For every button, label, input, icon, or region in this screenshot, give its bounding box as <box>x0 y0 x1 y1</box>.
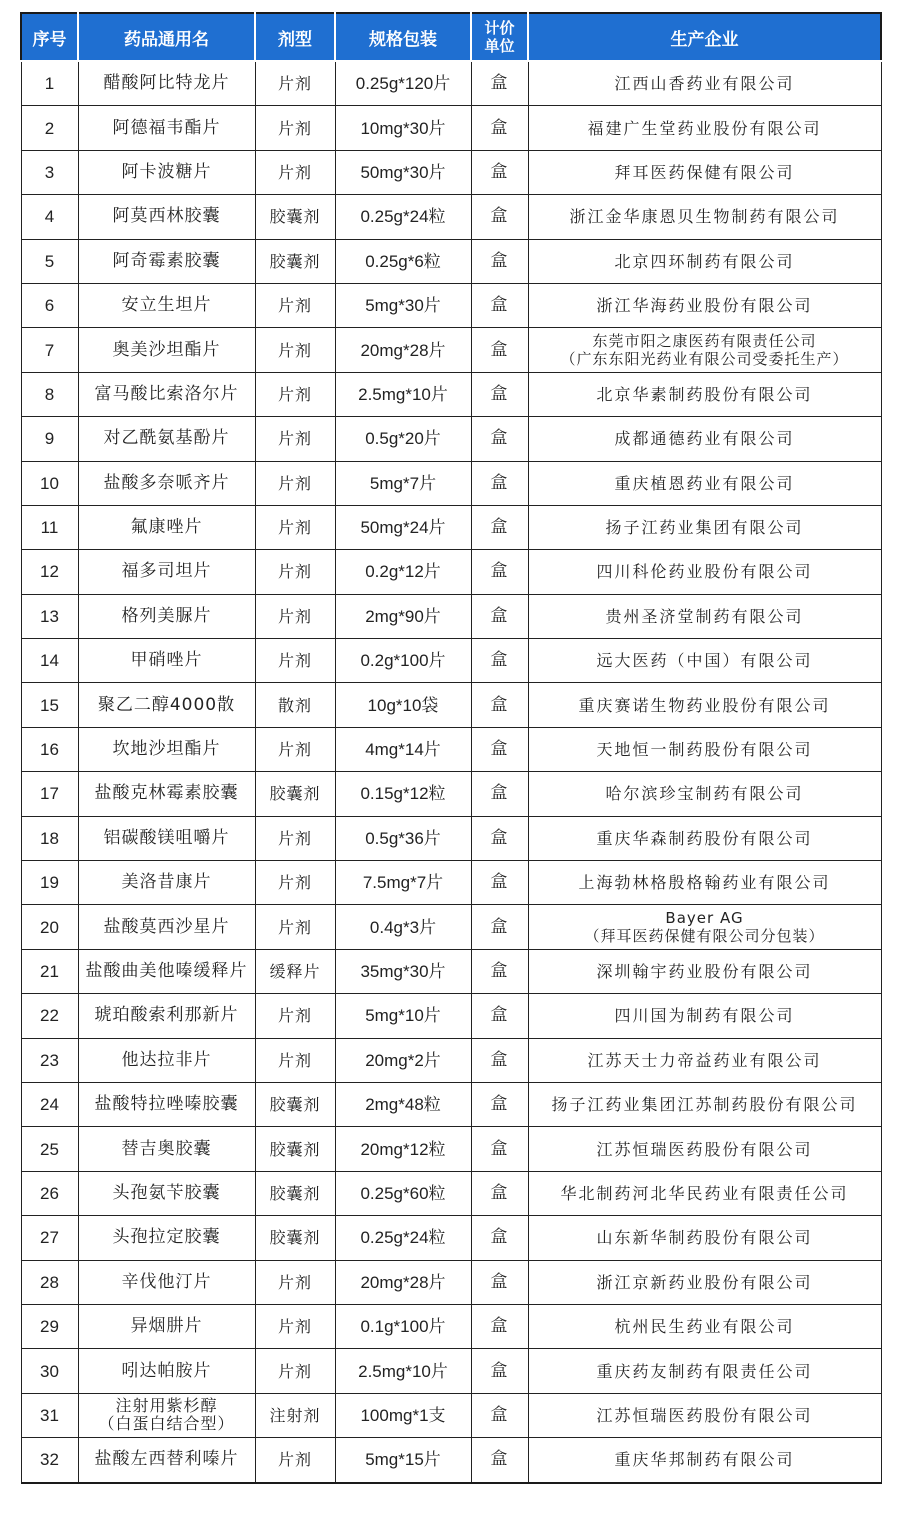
cell-dosage-form: 胶囊剂 <box>255 239 335 283</box>
cell-manufacturer <box>528 905 881 949</box>
cell-no: 1 <box>21 61 78 106</box>
cell-dosage-form: 片剂 <box>255 1304 335 1348</box>
cell-manufacturer: 浙江华海药业股份有限公司 <box>528 283 881 327</box>
cell-no: 6 <box>21 283 78 327</box>
cell-unit: 盒 <box>471 239 528 283</box>
cell-unit: 盒 <box>471 505 528 549</box>
cell-drug-name: 聚乙二醇4000散 <box>78 683 255 727</box>
table-row <box>21 594 881 638</box>
cell-drug-name: 盐酸曲美他嗪缓释片 <box>78 949 255 993</box>
cell-dosage-form: 片剂 <box>255 1438 335 1483</box>
cell-manufacturer: 哈尔滨珍宝制药有限公司 <box>528 772 881 816</box>
cell-spec: 0.25g*24粒 <box>335 1216 471 1260</box>
cell-no: 10 <box>21 461 78 505</box>
cell-no: 17 <box>21 772 78 816</box>
cell-spec: 0.5g*36片 <box>335 816 471 860</box>
cell-unit: 盒 <box>471 283 528 327</box>
cell-unit: 盒 <box>471 861 528 905</box>
cell-spec: 20mg*28片 <box>335 1260 471 1304</box>
cell-drug-name: 富马酸比索洛尔片 <box>78 372 255 416</box>
cell-dosage-form: 片剂 <box>255 594 335 638</box>
cell-dosage-form: 片剂 <box>255 639 335 683</box>
cell-manufacturer: 江苏天士力帝益药业有限公司 <box>528 1038 881 1082</box>
cell-manufacturer-line2: （拜耳医药保健有限公司分包装） <box>584 927 825 946</box>
cell-dosage-form: 胶囊剂 <box>255 1127 335 1171</box>
cell-drug-name: 头孢拉定胶囊 <box>78 1216 255 1260</box>
cell-unit: 盒 <box>471 772 528 816</box>
cell-spec: 2mg*90片 <box>335 594 471 638</box>
cell-unit: 盒 <box>471 1127 528 1171</box>
cell-drug-name: 奥美沙坦酯片 <box>78 328 255 372</box>
table-row <box>21 905 881 949</box>
cell-drug-name: 盐酸克林霉素胶囊 <box>78 772 255 816</box>
header-unit-line2: 单位 <box>484 37 515 55</box>
cell-no: 28 <box>21 1260 78 1304</box>
cell-manufacturer: 山东新华制药股份有限公司 <box>528 1216 881 1260</box>
cell-dosage-form: 胶囊剂 <box>255 1082 335 1126</box>
cell-manufacturer: 扬子江药业集团有限公司 <box>528 505 881 549</box>
cell-drug-name: 阿卡波糖片 <box>78 150 255 194</box>
cell-dosage-form: 片剂 <box>255 905 335 949</box>
cell-manufacturer <box>528 328 881 372</box>
cell-no: 12 <box>21 550 78 594</box>
header-row <box>21 13 881 61</box>
cell-spec: 2.5mg*10片 <box>335 1349 471 1393</box>
cell-manufacturer: 重庆赛诺生物药业股份有限公司 <box>528 683 881 727</box>
cell-drug-name: 对乙酰氨基酚片 <box>78 417 255 461</box>
table-row <box>21 1216 881 1260</box>
cell-drug-name: 氟康唑片 <box>78 505 255 549</box>
table-row <box>21 639 881 683</box>
cell-dosage-form: 片剂 <box>255 1038 335 1082</box>
table-row <box>21 1304 881 1348</box>
cell-dosage-form: 片剂 <box>255 328 335 372</box>
cell-manufacturer: 北京四环制药有限公司 <box>528 239 881 283</box>
cell-drug-name: 安立生坦片 <box>78 283 255 327</box>
cell-drug-name: 琥珀酸索利那新片 <box>78 994 255 1038</box>
cell-no: 14 <box>21 639 78 683</box>
cell-spec: 0.25g*24粒 <box>335 195 471 239</box>
cell-dosage-form: 片剂 <box>255 505 335 549</box>
header-unit <box>471 13 528 61</box>
table-row <box>21 283 881 327</box>
cell-manufacturer: 福建广生堂药业股份有限公司 <box>528 106 881 150</box>
table-row <box>21 683 881 727</box>
table-body <box>21 61 881 1483</box>
table-row <box>21 1127 881 1171</box>
cell-manufacturer: 贵州圣济堂制药有限公司 <box>528 594 881 638</box>
cell-manufacturer: 扬子江药业集团江苏制药股份有限公司 <box>528 1082 881 1126</box>
cell-drug-name: 盐酸莫西沙星片 <box>78 905 255 949</box>
table-row <box>21 727 881 771</box>
table-row <box>21 106 881 150</box>
table-row <box>21 1349 881 1393</box>
cell-no: 9 <box>21 417 78 461</box>
cell-manufacturer: 华北制药河北华民药业有限责任公司 <box>528 1171 881 1215</box>
cell-dosage-form: 片剂 <box>255 461 335 505</box>
cell-spec: 35mg*30片 <box>335 949 471 993</box>
cell-drug-name: 阿莫西林胶囊 <box>78 195 255 239</box>
cell-spec: 0.25g*6粒 <box>335 239 471 283</box>
cell-dosage-form: 片剂 <box>255 550 335 594</box>
table-row <box>21 461 881 505</box>
cell-manufacturer: 重庆华森制药股份有限公司 <box>528 816 881 860</box>
cell-unit: 盒 <box>471 994 528 1038</box>
cell-unit: 盒 <box>471 150 528 194</box>
cell-spec: 10mg*30片 <box>335 106 471 150</box>
table-row <box>21 505 881 549</box>
cell-manufacturer: 远大医药（中国）有限公司 <box>528 639 881 683</box>
cell-drug-name: 格列美脲片 <box>78 594 255 638</box>
cell-no: 11 <box>21 505 78 549</box>
cell-unit: 盒 <box>471 461 528 505</box>
table-row <box>21 328 881 372</box>
table-row <box>21 372 881 416</box>
cell-manufacturer: 浙江京新药业股份有限公司 <box>528 1260 881 1304</box>
cell-dosage-form: 胶囊剂 <box>255 195 335 239</box>
cell-no: 7 <box>21 328 78 372</box>
cell-no: 31 <box>21 1393 78 1437</box>
cell-drug-name: 阿奇霉素胶囊 <box>78 239 255 283</box>
table-row <box>21 861 881 905</box>
table-row <box>21 1038 881 1082</box>
cell-unit: 盒 <box>471 106 528 150</box>
cell-spec: 0.25g*60粒 <box>335 1171 471 1215</box>
table-row <box>21 195 881 239</box>
cell-drug-name: 甲硝唑片 <box>78 639 255 683</box>
cell-unit: 盒 <box>471 1304 528 1348</box>
cell-unit: 盒 <box>471 1216 528 1260</box>
cell-dosage-form: 片剂 <box>255 417 335 461</box>
cell-unit: 盒 <box>471 417 528 461</box>
cell-manufacturer: 江苏恒瑞医药股份有限公司 <box>528 1393 881 1437</box>
table-row <box>21 1438 881 1483</box>
cell-drug-name: 盐酸多奈哌齐片 <box>78 461 255 505</box>
cell-unit: 盒 <box>471 1393 528 1437</box>
table-row <box>21 550 881 594</box>
cell-no: 16 <box>21 727 78 771</box>
cell-manufacturer: 拜耳医药保健有限公司 <box>528 150 881 194</box>
cell-unit: 盒 <box>471 372 528 416</box>
cell-drug-name: 坎地沙坦酯片 <box>78 727 255 771</box>
cell-no: 32 <box>21 1438 78 1483</box>
cell-drug-name: 辛伐他汀片 <box>78 1260 255 1304</box>
cell-dosage-form: 片剂 <box>255 372 335 416</box>
cell-no: 22 <box>21 994 78 1038</box>
cell-spec: 5mg*10片 <box>335 994 471 1038</box>
cell-drug-name: 美洛昔康片 <box>78 861 255 905</box>
cell-manufacturer: 上海勃林格殷格翰药业有限公司 <box>528 861 881 905</box>
cell-manufacturer: 深圳翰宇药业股份有限公司 <box>528 949 881 993</box>
header-name: 药品通用名 <box>78 13 255 61</box>
cell-spec: 7.5mg*7片 <box>335 861 471 905</box>
cell-drug-name: 头孢氨苄胶囊 <box>78 1171 255 1215</box>
cell-spec: 0.25g*120片 <box>335 61 471 106</box>
cell-drug-name: 盐酸左西替利嗪片 <box>78 1438 255 1483</box>
cell-manufacturer: 成都通德药业有限公司 <box>528 417 881 461</box>
cell-unit: 盒 <box>471 683 528 727</box>
cell-dosage-form: 注射剂 <box>255 1393 335 1437</box>
table-row <box>21 239 881 283</box>
cell-drug-name: 替吉奥胶囊 <box>78 1127 255 1171</box>
cell-no: 24 <box>21 1082 78 1126</box>
cell-dosage-form: 片剂 <box>255 727 335 771</box>
cell-drug-name-line2: （白蛋白结合型） <box>98 1414 235 1434</box>
cell-drug-name: 福多司坦片 <box>78 550 255 594</box>
cell-drug-name: 异烟肼片 <box>78 1304 255 1348</box>
table-row <box>21 1393 881 1437</box>
cell-no: 5 <box>21 239 78 283</box>
cell-spec: 5mg*15片 <box>335 1438 471 1483</box>
cell-no: 15 <box>21 683 78 727</box>
cell-no: 18 <box>21 816 78 860</box>
cell-spec: 2.5mg*10片 <box>335 372 471 416</box>
cell-no: 2 <box>21 106 78 150</box>
table-row <box>21 772 881 816</box>
table-row <box>21 417 881 461</box>
cell-manufacturer: 北京华素制药股份有限公司 <box>528 372 881 416</box>
cell-spec: 20mg*12粒 <box>335 1127 471 1171</box>
cell-spec: 5mg*30片 <box>335 283 471 327</box>
cell-manufacturer: 重庆植恩药业有限公司 <box>528 461 881 505</box>
cell-unit: 盒 <box>471 1438 528 1483</box>
cell-dosage-form: 片剂 <box>255 1349 335 1393</box>
drug-table <box>20 12 882 1484</box>
cell-unit: 盒 <box>471 727 528 771</box>
cell-dosage-form: 胶囊剂 <box>255 1171 335 1215</box>
cell-manufacturer: 四川国为制药有限公司 <box>528 994 881 1038</box>
cell-unit: 盒 <box>471 1349 528 1393</box>
cell-spec: 0.2g*12片 <box>335 550 471 594</box>
cell-dosage-form: 胶囊剂 <box>255 772 335 816</box>
cell-no: 20 <box>21 905 78 949</box>
cell-spec: 4mg*14片 <box>335 727 471 771</box>
cell-dosage-form: 片剂 <box>255 150 335 194</box>
cell-no: 27 <box>21 1216 78 1260</box>
cell-dosage-form: 缓释片 <box>255 949 335 993</box>
cell-unit: 盒 <box>471 816 528 860</box>
drug-list-sheet <box>20 12 880 1484</box>
cell-dosage-form: 片剂 <box>255 1260 335 1304</box>
cell-no: 23 <box>21 1038 78 1082</box>
table-row <box>21 994 881 1038</box>
cell-manufacturer-line2: （广东东阳光药业有限公司受委托生产） <box>560 350 849 369</box>
cell-no: 25 <box>21 1127 78 1171</box>
cell-dosage-form: 片剂 <box>255 816 335 860</box>
cell-spec: 10g*10袋 <box>335 683 471 727</box>
table-row <box>21 61 881 106</box>
header-maker: 生产企业 <box>528 13 881 61</box>
cell-no: 30 <box>21 1349 78 1393</box>
cell-unit: 盒 <box>471 1171 528 1215</box>
cell-no: 8 <box>21 372 78 416</box>
cell-unit: 盒 <box>471 61 528 106</box>
table-row <box>21 1171 881 1215</box>
cell-spec: 0.15g*12粒 <box>335 772 471 816</box>
cell-spec: 100mg*1支 <box>335 1393 471 1437</box>
cell-manufacturer-line1: Bayer AG <box>665 909 744 928</box>
cell-unit: 盒 <box>471 1038 528 1082</box>
cell-spec: 50mg*30片 <box>335 150 471 194</box>
cell-no: 4 <box>21 195 78 239</box>
cell-spec: 50mg*24片 <box>335 505 471 549</box>
cell-manufacturer: 浙江金华康恩贝生物制药有限公司 <box>528 195 881 239</box>
cell-spec: 0.1g*100片 <box>335 1304 471 1348</box>
cell-manufacturer: 江苏恒瑞医药股份有限公司 <box>528 1127 881 1171</box>
cell-unit: 盒 <box>471 195 528 239</box>
cell-spec: 2mg*48粒 <box>335 1082 471 1126</box>
cell-no: 26 <box>21 1171 78 1215</box>
cell-dosage-form: 片剂 <box>255 283 335 327</box>
table-row <box>21 1260 881 1304</box>
cell-spec: 0.5g*20片 <box>335 417 471 461</box>
cell-drug-name: 铝碳酸镁咀嚼片 <box>78 816 255 860</box>
cell-unit: 盒 <box>471 1082 528 1126</box>
cell-unit: 盒 <box>471 639 528 683</box>
cell-no: 29 <box>21 1304 78 1348</box>
cell-manufacturer: 重庆华邦制药有限公司 <box>528 1438 881 1483</box>
cell-drug-name-line1: 注射用紫杉醇 <box>115 1396 218 1416</box>
header-no: 序号 <box>21 13 78 61</box>
cell-drug-name <box>78 1393 255 1437</box>
cell-manufacturer: 天地恒一制药股份有限公司 <box>528 727 881 771</box>
cell-no: 13 <box>21 594 78 638</box>
cell-spec: 5mg*7片 <box>335 461 471 505</box>
cell-no: 3 <box>21 150 78 194</box>
cell-spec: 20mg*2片 <box>335 1038 471 1082</box>
cell-dosage-form: 片剂 <box>255 61 335 106</box>
cell-manufacturer-line1: 东莞市阳之康医药有限责任公司 <box>592 332 817 351</box>
cell-unit: 盒 <box>471 905 528 949</box>
cell-dosage-form: 片剂 <box>255 861 335 905</box>
table-row <box>21 949 881 993</box>
cell-unit: 盒 <box>471 550 528 594</box>
cell-drug-name: 他达拉非片 <box>78 1038 255 1082</box>
cell-no: 19 <box>21 861 78 905</box>
cell-dosage-form: 片剂 <box>255 994 335 1038</box>
header-unit-line1: 计价 <box>484 19 515 37</box>
cell-unit: 盒 <box>471 1260 528 1304</box>
header-spec: 规格包装 <box>335 13 471 61</box>
cell-drug-name: 醋酸阿比特龙片 <box>78 61 255 106</box>
cell-manufacturer: 四川科伦药业股份有限公司 <box>528 550 881 594</box>
cell-manufacturer: 江西山香药业有限公司 <box>528 61 881 106</box>
cell-manufacturer: 重庆药友制药有限责任公司 <box>528 1349 881 1393</box>
cell-spec: 0.2g*100片 <box>335 639 471 683</box>
cell-unit: 盒 <box>471 328 528 372</box>
cell-no: 21 <box>21 949 78 993</box>
table-row <box>21 1082 881 1126</box>
table-row <box>21 816 881 860</box>
cell-manufacturer: 杭州民生药业有限公司 <box>528 1304 881 1348</box>
cell-dosage-form: 片剂 <box>255 106 335 150</box>
cell-spec: 0.4g*3片 <box>335 905 471 949</box>
cell-unit: 盒 <box>471 949 528 993</box>
cell-dosage-form: 胶囊剂 <box>255 1216 335 1260</box>
table-row <box>21 150 881 194</box>
cell-drug-name: 盐酸特拉唑嗪胶囊 <box>78 1082 255 1126</box>
cell-dosage-form: 散剂 <box>255 683 335 727</box>
cell-unit: 盒 <box>471 594 528 638</box>
cell-spec: 20mg*28片 <box>335 328 471 372</box>
cell-drug-name: 阿德福韦酯片 <box>78 106 255 150</box>
cell-drug-name: 吲达帕胺片 <box>78 1349 255 1393</box>
header-form: 剂型 <box>255 13 335 61</box>
